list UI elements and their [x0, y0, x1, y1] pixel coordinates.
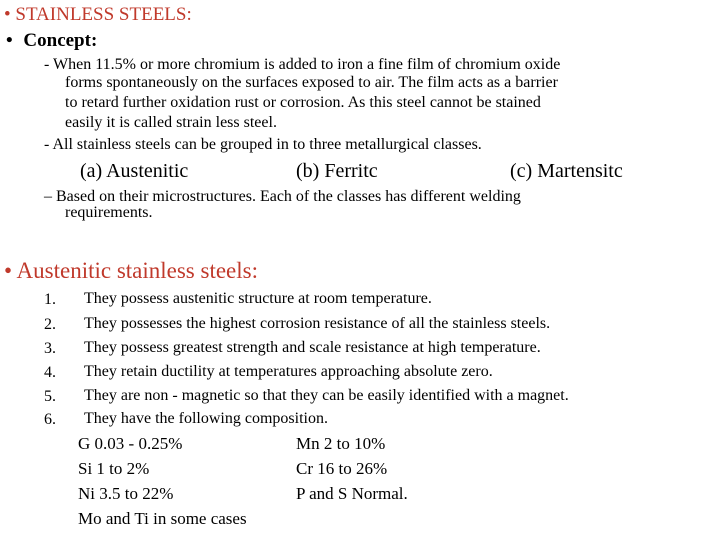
list-item-number: 3.	[44, 340, 56, 357]
class-martensitic: (c) Martensitc	[510, 160, 623, 182]
concept-heading	[6, 30, 97, 52]
list-item-text: They possess greatest strength and scale resistance at high temperature.	[84, 339, 541, 356]
list-item-number: 6.	[44, 411, 56, 428]
heading-stainless-steels: • STAINLESS STEELS:	[4, 4, 192, 25]
concept-para1-line4: easily it is called strain less steel.	[65, 114, 277, 131]
concept-para1-line2: forms spontaneously on the surfaces exposed to air. The film acts as a barrier	[65, 74, 558, 91]
list-item-text: They possess austenitic structure at room temperature.	[84, 290, 432, 307]
concept-para3-line1: – Based on their microstructures. Each of the classes has different welding	[44, 188, 521, 205]
list-item-number: 5.	[44, 388, 56, 405]
concept-para2: - All stainless steels can be grouped in to three metallurgical classes.	[44, 136, 482, 153]
composition-right-item: Mn 2 to 10%	[296, 434, 386, 453]
class-ferritic: (b) Ferritc	[296, 160, 378, 182]
concept-para1-line3: to retard further oxidation rust or corrosion. As this steel cannot be stained	[65, 94, 541, 111]
list-item-text: They are non - magnetic so that they can be easily identified with a magnet.	[84, 387, 569, 404]
heading-austenitic: • Austenitic stainless steels:	[4, 258, 258, 283]
composition-left-item: Mo and Ti in some cases	[78, 509, 247, 528]
list-item-number: 1.	[44, 291, 56, 308]
list-item-text: They possesses the highest corrosion resistance of all the stainless steels.	[84, 315, 551, 332]
list-item-number: 2.	[44, 316, 56, 333]
composition-left-item: G 0.03 - 0.25%	[78, 434, 183, 453]
concept-para1-line1: - When 11.5% or more chromium is added to iron a fine film of chromium oxide	[44, 56, 561, 73]
list-item-text: They have the following composition.	[84, 410, 328, 427]
list-item-text: They retain ductility at temperatures approaching absolute zero.	[84, 363, 493, 380]
composition-left-item: Ni 3.5 to 22%	[78, 484, 174, 503]
composition-left-item: Si 1 to 2%	[78, 459, 150, 478]
concept-bullet: •	[6, 30, 13, 51]
composition-right-item: Cr 16 to 26%	[296, 459, 388, 478]
concept-para3-line2: requirements.	[65, 204, 153, 221]
concept-label: Concept:	[23, 30, 98, 51]
class-austenitic: (a) Austenitic	[80, 160, 189, 182]
list-item-number: 4.	[44, 364, 56, 381]
composition-right-item: P and S Normal.	[296, 484, 408, 503]
